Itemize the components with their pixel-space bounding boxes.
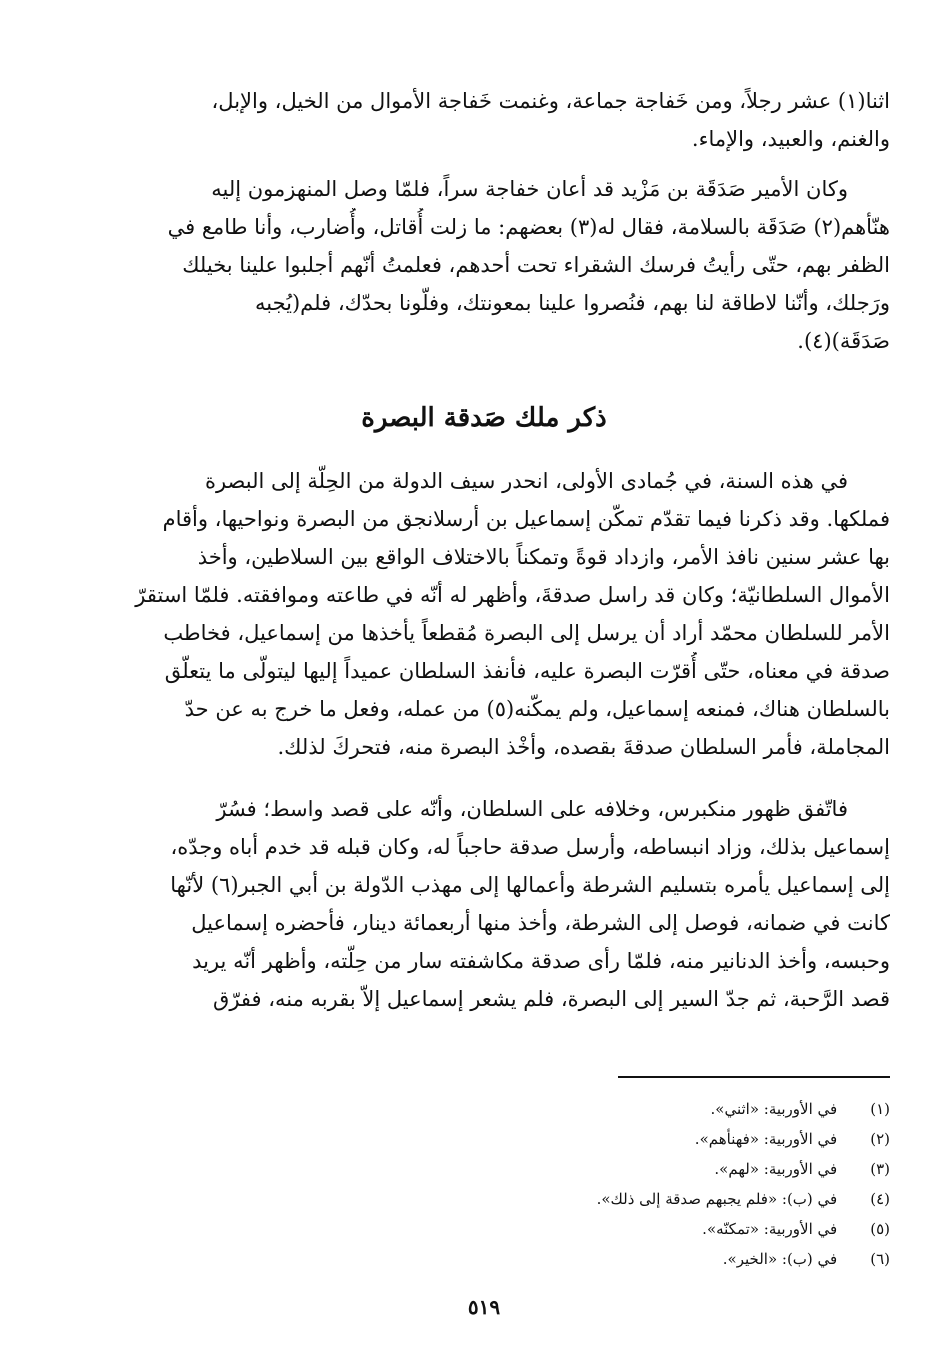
footnote-number: (٥) <box>870 1220 890 1238</box>
text-line: قصد الرَّحبة، ثم جدّ السير إلى البصرة، فلم يشعر إسماعيل إلاّ بقربه منه، ففرّق <box>213 987 890 1011</box>
footnote-text: في (ب): «الخير». <box>722 1250 838 1268</box>
paragraph-1 <box>78 82 890 158</box>
footnote-text: في الأوربية: «اثني». <box>710 1100 838 1118</box>
text-line: وحبسه، وأخذ الدنانير منه، فلمّا رأى صدقة مكاشفته سار من حِلّته، وأظهر أنّه يريد <box>192 949 890 973</box>
text-line: الأمر للسلطان محمّد أراد أن يرسل إلى البصرة مُقطعاً يأخذها من إسماعيل، فخاطب <box>163 621 890 645</box>
text-line: في هذه السنة، في جُمادى الأولى، انحدر سيف الدولة من الحِلّة إلى البصرة <box>204 469 848 493</box>
text-line: بالسلطان هناك، فمنعه إسماعيل، ولم يمكّنه(٥) من عمله، وفعل ما خرج به عن حدّ <box>184 697 890 721</box>
paragraph-3 <box>78 462 890 766</box>
text-line: ورَجلك، وأنّنا لاطاقة لنا بهم، فنُصروا علينا بمعونتك، وفلّونا بحدّك، فلم(يُجبه <box>254 291 890 315</box>
text-line: الأموال السلطانيّة؛ وكان قد راسل صدقةَ، وأظهر له أنّه في طاعته وموافقته. فلمّا استقرّ <box>135 583 890 607</box>
book-page <box>78 70 890 1350</box>
text-line: الظفر بهم، حتّى رأيتُ فرسك الشقراء تحت أحدهم، فعلمتُ أنّهم أجلبوا علينا بخيلك <box>182 253 890 277</box>
text-line: صَدَقَة)(٤). <box>797 329 890 353</box>
footnote <box>78 1244 890 1274</box>
footnote <box>78 1214 890 1244</box>
footnote-text: في الأوربية: «لهم». <box>714 1160 838 1178</box>
text-line: وكان الأمير صَدَقَة بن مَزْيد قد أعان خفاجة سراً، فلمّا وصل المنهزمون إليه <box>211 177 848 201</box>
footnote-number: (٤) <box>870 1190 890 1208</box>
footnote <box>78 1184 890 1214</box>
page-number: ٥١٩ <box>467 1295 501 1319</box>
text-line: هنّأهم(٢) صَدَقَة بالسلامة، فقال له(٣) بعضهم: ما زلت أُقاتل، وأُضارب، وأنا طامع في <box>167 215 890 239</box>
text-line: فملكها. وقد ذكرنا فيما تقدّم تمكّن إسماعيل بن أرسلانجق من البصرة ونواحيها، وأقام <box>162 507 890 531</box>
text-line: كانت في ضمانه، فوصل إلى الشرطة، وأخذ منها أربعمائة دينار، فأحضره إسماعيل <box>191 911 890 935</box>
text-line: إسماعيل بذلك، وزاد انبساطه، وأرسل صدقة حاجباً له، وكان قبله قد خدم أباه وجدّه، <box>170 835 890 859</box>
footnote-text: في الأوربية: «تمكنّه». <box>702 1220 838 1238</box>
footnote-text: في (ب): «فلم يجبهم صدقة إلى ذلك». <box>596 1190 838 1208</box>
footnote-text: في الأوربية: «فهنأهم». <box>694 1130 838 1148</box>
footnote <box>78 1154 890 1184</box>
paragraph-4 <box>78 790 890 1018</box>
text-line: المجاملة، فأمر السلطان صدقةَ بقصده، وأخْذ البصرة منه، فتحركَ لذلك. <box>277 735 890 759</box>
text-line: إلى إسماعيل يأمره بتسليم الشرطة وأعمالها إلى مهذب الدّولة بن أبي الجبر(٦) لأنّها <box>170 873 890 897</box>
text-line: اثنا(١) عشر رجلاً، ومن خَفاجة جماعة، وغنمت خَفاجة الأموال من الخيل، والإبل، <box>211 89 890 113</box>
section-heading: ذكر ملك صَدقة البصرة <box>361 403 607 433</box>
footnote-number: (١) <box>870 1100 890 1118</box>
footnotes <box>78 1094 890 1274</box>
footnote <box>78 1094 890 1124</box>
footnote-number: (٢) <box>870 1130 890 1148</box>
text-line: صدقة في معناه، حتّى أُقرّت البصرة عليه، فأنفذ السلطان عميداً إليها ليتولّى ما يتعلّق <box>164 659 890 683</box>
footnote-number: (٦) <box>870 1250 890 1268</box>
text-line: والغنم، والعبيد، والإماء. <box>691 127 890 151</box>
paragraph-2 <box>78 170 890 360</box>
footnote-number: (٣) <box>870 1160 890 1178</box>
footnote-divider <box>618 1076 890 1078</box>
footnote <box>78 1124 890 1154</box>
text-line: بها عشر سنين نافذ الأمر، وازداد قوةً وتمكناً بالاختلاف الواقع بين السلاطين، وأخذ <box>197 545 890 569</box>
text-line: فاتّفق ظهور منكبرس، وخلافه على السلطان، وأنّه على قصد واسط؛ فسُرّ <box>216 797 848 821</box>
